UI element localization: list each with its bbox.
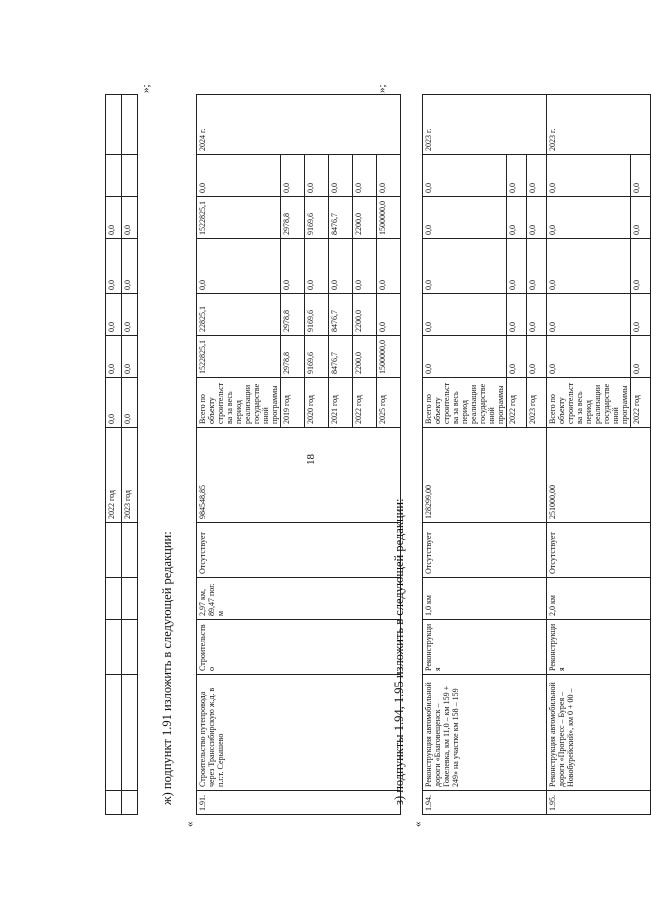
table-cell: 2025 год (377, 378, 401, 428)
table-cell: 2020 год (305, 378, 329, 428)
table-row (423, 95, 507, 815)
table-1-94-1-95 (422, 94, 651, 815)
close-quote: »; (140, 84, 152, 93)
table-cell: 0,0 (507, 155, 527, 197)
table-cell: 0,0 (631, 336, 651, 378)
table-cell: 0,0 (329, 239, 353, 294)
table-cell: 0,0 (631, 197, 651, 239)
table-cell: Реконструкция (547, 620, 651, 675)
table-cell (122, 791, 138, 815)
table-cell: 1522825,1 (197, 197, 281, 239)
table-cell: 1500000,0 (377, 197, 401, 239)
table-cell: 2023 г. (547, 95, 651, 155)
table-cell (122, 95, 138, 155)
table-cell: 0,0 (423, 197, 507, 239)
table-cell: 0,0 (377, 294, 401, 336)
table-cell: 2978,8 (281, 336, 305, 378)
table-cell: 9169,6 (305, 294, 329, 336)
table-cell: 0,0 (377, 155, 401, 197)
table-cell: 0,0 (507, 197, 527, 239)
table-cell: 0,0 (197, 239, 281, 294)
table-cell: 1,0 км (423, 578, 547, 620)
table-cell: 0,0 (305, 239, 329, 294)
table-cell (122, 155, 138, 197)
table-cell (106, 523, 122, 578)
table-cell: 0,0 (423, 336, 507, 378)
table-cell: 0,0 (631, 239, 651, 294)
table-cell: 0,0 (507, 336, 527, 378)
table-cell: 22825,1 (197, 294, 281, 336)
open-quote: « (412, 821, 424, 827)
table-cell (106, 675, 122, 791)
table-cell: 0,0 (631, 294, 651, 336)
table-cell: 0,0 (547, 336, 631, 378)
table-cell: 2023 год (527, 378, 547, 428)
table-cell: 2022 год (106, 428, 122, 523)
table-cell: 0,0 (547, 294, 631, 336)
table-cell (122, 620, 138, 675)
table-cell: 0,0 (527, 294, 547, 336)
top-table (105, 94, 138, 815)
table-cell: 0,0 (507, 294, 527, 336)
table-cell: Реконструкция автомобильной дороги «Благовещенск – Гомелевка, км 11,0 – км 159 + 249» на участке км 158 – 159 (423, 675, 547, 791)
table-cell: Реконструкция (423, 620, 547, 675)
table-cell: 0,0 (423, 294, 507, 336)
table-cell: 2200,0 (353, 336, 377, 378)
table-cell: 0,0 (197, 155, 281, 197)
table-cell: 0,0 (547, 155, 631, 197)
table-cell: 0,0 (631, 155, 651, 197)
table-cell: 1.95. (547, 791, 651, 815)
table-cell: Отсутствует (423, 523, 547, 578)
table-cell: Всего по объекту строительства за весь период реализации государственной программы (197, 378, 281, 428)
table-cell (106, 95, 122, 155)
table-cell: 8476,7 (329, 336, 353, 378)
table-cell: 0,0 (106, 336, 122, 378)
table-cell: 128299,00 (423, 428, 547, 523)
table-cell: 2978,8 (281, 197, 305, 239)
table-cell: 0,0 (122, 378, 138, 428)
table-cell: 1.94. (423, 791, 547, 815)
table-cell: 0,0 (353, 155, 377, 197)
table-cell: 0,0 (106, 239, 122, 294)
table-cell: 8476,7 (329, 294, 353, 336)
table-cell (122, 675, 138, 791)
table-cell (122, 523, 138, 578)
table-cell (106, 155, 122, 197)
table-cell (122, 578, 138, 620)
table-cell: Строительство (197, 620, 401, 675)
table-cell: 0,0 (527, 239, 547, 294)
table-cell: 0,0 (423, 155, 507, 197)
table-row (106, 95, 122, 815)
table-cell: 2,0 км (547, 578, 651, 620)
table-cell: Отсутствует (197, 523, 401, 578)
table-cell: 8476,7 (329, 197, 353, 239)
table-cell (106, 578, 122, 620)
table-cell: 0,0 (106, 378, 122, 428)
table-cell: 2022 год (353, 378, 377, 428)
page-number: 18 (305, 454, 317, 465)
open-quote: « (184, 821, 196, 827)
table-cell: 2023 г. (423, 95, 547, 155)
table-cell: 0,0 (122, 294, 138, 336)
table-cell: 9169,6 (305, 197, 329, 239)
table-cell: 0,0 (106, 294, 122, 336)
table-cell: 1500000,0 (377, 336, 401, 378)
table-cell: 0,0 (329, 155, 353, 197)
table-cell: 0,0 (122, 336, 138, 378)
table-cell: 1522825,1 (197, 336, 281, 378)
table-cell: 2200,0 (353, 197, 377, 239)
table-cell: Реконструкция автомобильной дороги «Прогресс – Бурея – Новобурейский», км 0 + 00 – (547, 675, 651, 791)
table-cell: Всего по объекту строительства за весь период реализации государственной программы (423, 378, 507, 428)
table-cell: 0,0 (423, 239, 507, 294)
table-cell: 0,0 (377, 239, 401, 294)
table-cell: 0,0 (281, 239, 305, 294)
table-cell: 0,0 (547, 239, 631, 294)
table-cell: 0,0 (305, 155, 329, 197)
table-cell: 0,0 (281, 155, 305, 197)
table-cell: 9169,6 (305, 336, 329, 378)
table-cell: 2022 год (507, 378, 527, 428)
table-1-91 (196, 94, 401, 815)
table-cell: 1.91. (197, 791, 401, 815)
heading-zh: ж) подпункт 1.91 изложить в следующей редакции: (160, 531, 174, 805)
table-cell (106, 620, 122, 675)
table-cell: 0,0 (527, 197, 547, 239)
table-cell: 2019 год (281, 378, 305, 428)
table-cell (106, 791, 122, 815)
table-cell: 2022 год (631, 378, 651, 428)
table-cell: 2200,0 (353, 294, 377, 336)
table-cell: 2024 г. (197, 95, 401, 155)
table-cell: Строительство путепровода через Транссибирскую ж.д. в п.г.т. Серышево (197, 675, 401, 791)
table-cell: 2021 год (329, 378, 353, 428)
table-cell: 0,0 (353, 239, 377, 294)
table-cell: 2023 год (122, 428, 138, 523)
table-row (547, 95, 631, 815)
table-cell: 0,0 (547, 197, 631, 239)
table-cell: 0,0 (507, 239, 527, 294)
table-row (122, 95, 138, 815)
table-cell: 0,0 (106, 197, 122, 239)
table-cell: 2978,8 (281, 294, 305, 336)
table-cell: 0,0 (527, 155, 547, 197)
table-cell: Отсутствует (547, 523, 651, 578)
table-cell: 2,97 км, 89,47 пог. м (197, 578, 401, 620)
table-cell: 984548,85 (197, 428, 401, 523)
close-quote: »; (376, 84, 388, 93)
table-row (197, 95, 281, 815)
table-cell: 0,0 (122, 239, 138, 294)
table-cell: Всего по объекту строительства за весь период реализации государственной программы (547, 378, 631, 428)
heading-z: з) подпункты 1.94, 1.95 изложить в следующей редакции: (392, 498, 406, 805)
table-cell: 0,0 (527, 336, 547, 378)
table-cell: 251000,00 (547, 428, 651, 523)
table-cell: 0,0 (122, 197, 138, 239)
